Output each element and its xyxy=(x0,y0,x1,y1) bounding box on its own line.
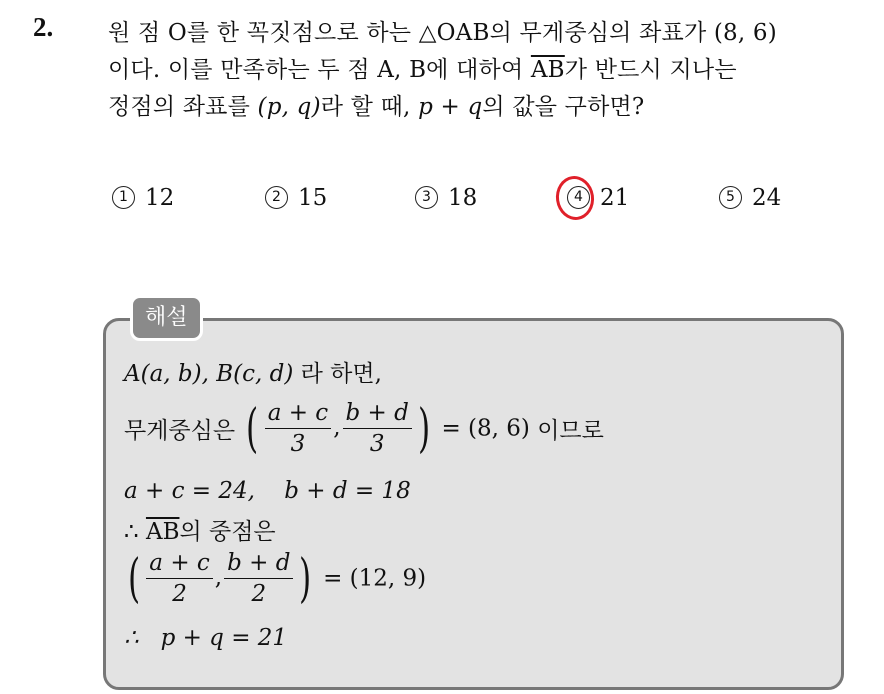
question-line-3 xyxy=(108,88,644,121)
question-line-1: 원 점 O를 한 꼭짓점으로 하는 △OAB의 무게중심의 좌표가 (8, 6) xyxy=(108,20,777,46)
choice-value: 24 xyxy=(752,185,782,211)
choice-value: 18 xyxy=(448,185,478,211)
left-paren: ( xyxy=(128,548,141,609)
fraction-numerator: a + c xyxy=(146,548,213,579)
choice-5[interactable] xyxy=(719,185,781,211)
question-line-3-end: 의 값을 구하면? xyxy=(482,94,645,120)
centroid-label: 무게중심은 xyxy=(124,418,236,444)
left-paren: ( xyxy=(246,398,259,459)
solution-line-4-text: 의 중점은 xyxy=(179,519,276,545)
solution-line-4 xyxy=(124,513,276,546)
therefore-symbol: ∴ xyxy=(124,519,139,545)
fraction-denominator: 2 xyxy=(251,581,267,607)
fraction-numerator: b + d xyxy=(343,398,412,429)
right-paren: ) xyxy=(417,398,431,459)
segment-ab: $\overline{AB}$ xyxy=(145,519,180,545)
solution-tag: 해설 xyxy=(130,295,203,341)
solution-line-6: ∴ p + q = 21 xyxy=(124,625,288,651)
choice-1[interactable] xyxy=(112,185,174,211)
point-pq: (p, q) xyxy=(257,94,321,120)
solution-line-3: a + c = 24, b + d = 18 xyxy=(124,478,411,504)
choice-marker: 1 xyxy=(112,186,135,209)
choice-value: 15 xyxy=(298,185,328,211)
fraction-denominator: 2 xyxy=(172,581,187,607)
question-line-2-end: 가 반드시 지나는 xyxy=(564,57,737,83)
segment-ab: $\overline{AB}$ xyxy=(530,57,565,83)
fraction-numerator: b + d xyxy=(224,548,293,579)
solution-line-1 xyxy=(124,355,382,388)
midpoint-value: = (12, 9) xyxy=(323,565,427,592)
choice-3[interactable] xyxy=(415,185,477,211)
fraction-ac-2 xyxy=(146,548,213,609)
solution-line-2-end: 이므로 xyxy=(537,418,604,444)
choice-marker: 3 xyxy=(415,186,438,209)
question-line-3-mid: 라 할 때, xyxy=(320,94,419,120)
choice-marker: 5 xyxy=(719,186,742,209)
right-paren: ) xyxy=(299,548,312,609)
question-number: 2. xyxy=(33,12,54,42)
choice-value: 21 xyxy=(600,185,630,211)
question-line-2 xyxy=(108,51,737,84)
fraction-bd-3 xyxy=(343,398,412,459)
choice-value: 12 xyxy=(145,185,175,211)
fraction-denominator: 3 xyxy=(369,431,385,457)
fraction-ac-3 xyxy=(265,398,332,459)
fraction-bd-2 xyxy=(224,548,293,609)
choice-marker: 4 xyxy=(567,186,590,209)
sum-pq: p + q xyxy=(418,94,483,120)
centroid-value: = (8, 6) xyxy=(441,415,530,442)
points-ab: A(a, b), B(c, d) xyxy=(124,361,294,387)
solution-line-2: 무게중심은 ( $\frac{a + c}{3}$ , $\frac{b + d}{3}$ ) = (8, 6) 이므로 xyxy=(124,398,604,459)
question-line-3-start: 정점의 좌표를 xyxy=(108,94,258,120)
solution-line-5: ( $\frac{a + c}{2}$ , $\frac{b + d}{2}$ ) = (12, 9) xyxy=(128,548,427,609)
answer-choices xyxy=(0,185,884,219)
question-line-2-start: 이다. 이를 만족하는 두 점 A, B에 대하여 xyxy=(108,57,531,83)
choice-marker: 2 xyxy=(265,186,288,209)
choice-2[interactable] xyxy=(265,185,327,211)
solution-line-1-text: 라 하면, xyxy=(300,361,382,387)
fraction-numerator: a + c xyxy=(265,398,332,429)
fraction-denominator: 3 xyxy=(290,431,306,457)
